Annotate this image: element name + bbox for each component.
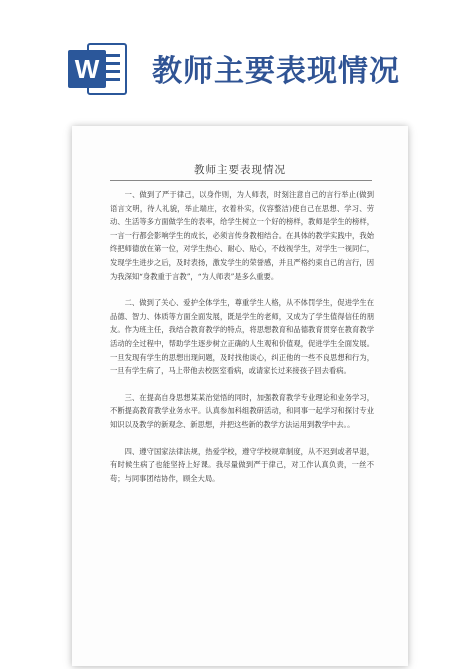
document-page bbox=[72, 126, 408, 666]
title-divider bbox=[110, 180, 372, 181]
document-body bbox=[110, 188, 374, 498]
header-title: 教师主要表现情况 bbox=[152, 54, 400, 89]
word-icon-letter: W bbox=[74, 54, 100, 84]
word-document-icon bbox=[66, 40, 128, 98]
paragraph-4: 四、遵守国家法律法规，热爱学校，遵守学校规章制度，从不迟到或者早退，有时候生病了也能坚持上好课。我尽量做到严于律己，对工作认真负责，一丝不苟；与同事团结协作，顾全大局。 bbox=[110, 446, 374, 483]
paragraph-1: 一、做到了严于律己，以身作则，为人师表，时刻注意自己的言行举止(做到语言文明，待人礼貌，举止端庄，衣着朴实，仪容整洁)使自己在思想、学习、劳动、生活等多方面做学生的表率，给学生树立一个好的榜样，教师是学生的榜样，一言一行都会影响学生的成长，必须言传身教相结合。在具体的教学实践中，我始终把师德放在第一位，对学生热心、耐心、贴心，不歧视学生，对学生一视同仁，发现学生进步之后，及时表扬，激发学生的荣誉感，并且严格约束自己的言行，因为我深知“身教重于言教”，“为人师表”是多么重要。 bbox=[110, 190, 374, 281]
document-title: 教师主要表现情况 bbox=[194, 164, 286, 176]
paragraph-2: 二、做到了关心、爱护全体学生，尊重学生人格，从不体罚学生，促进学生在品德、智力、体质等方面全面发展，既是学生的老师，又成为了学生值得信任的朋友。作为班主任，我结合教育教学的特点，将思想教育和品德教育贯穿在教育教学活动的全过程中，帮助学生逐步树立正确的人生观和价值观，促进学生全面发展。一旦发现有学生的思想出现问题，及时找他谈心，纠正他的一些不良思想和行为，一旦有学生病了，马上带他去校医室看病，或请家长过来接孩子回去看病。 bbox=[110, 298, 374, 376]
paragraph-3: 三、在提高自身思想某某治觉悟的同时，加强教育教学专业理论和业务学习，不断提高教育教学业务水平。认真参加科组教研活动，和同事一起学习和探讨专业知识以及教学的新观念、新思想，并把这些新的教学方法运用到教学中去。。 bbox=[110, 392, 374, 429]
header-banner bbox=[0, 0, 474, 118]
